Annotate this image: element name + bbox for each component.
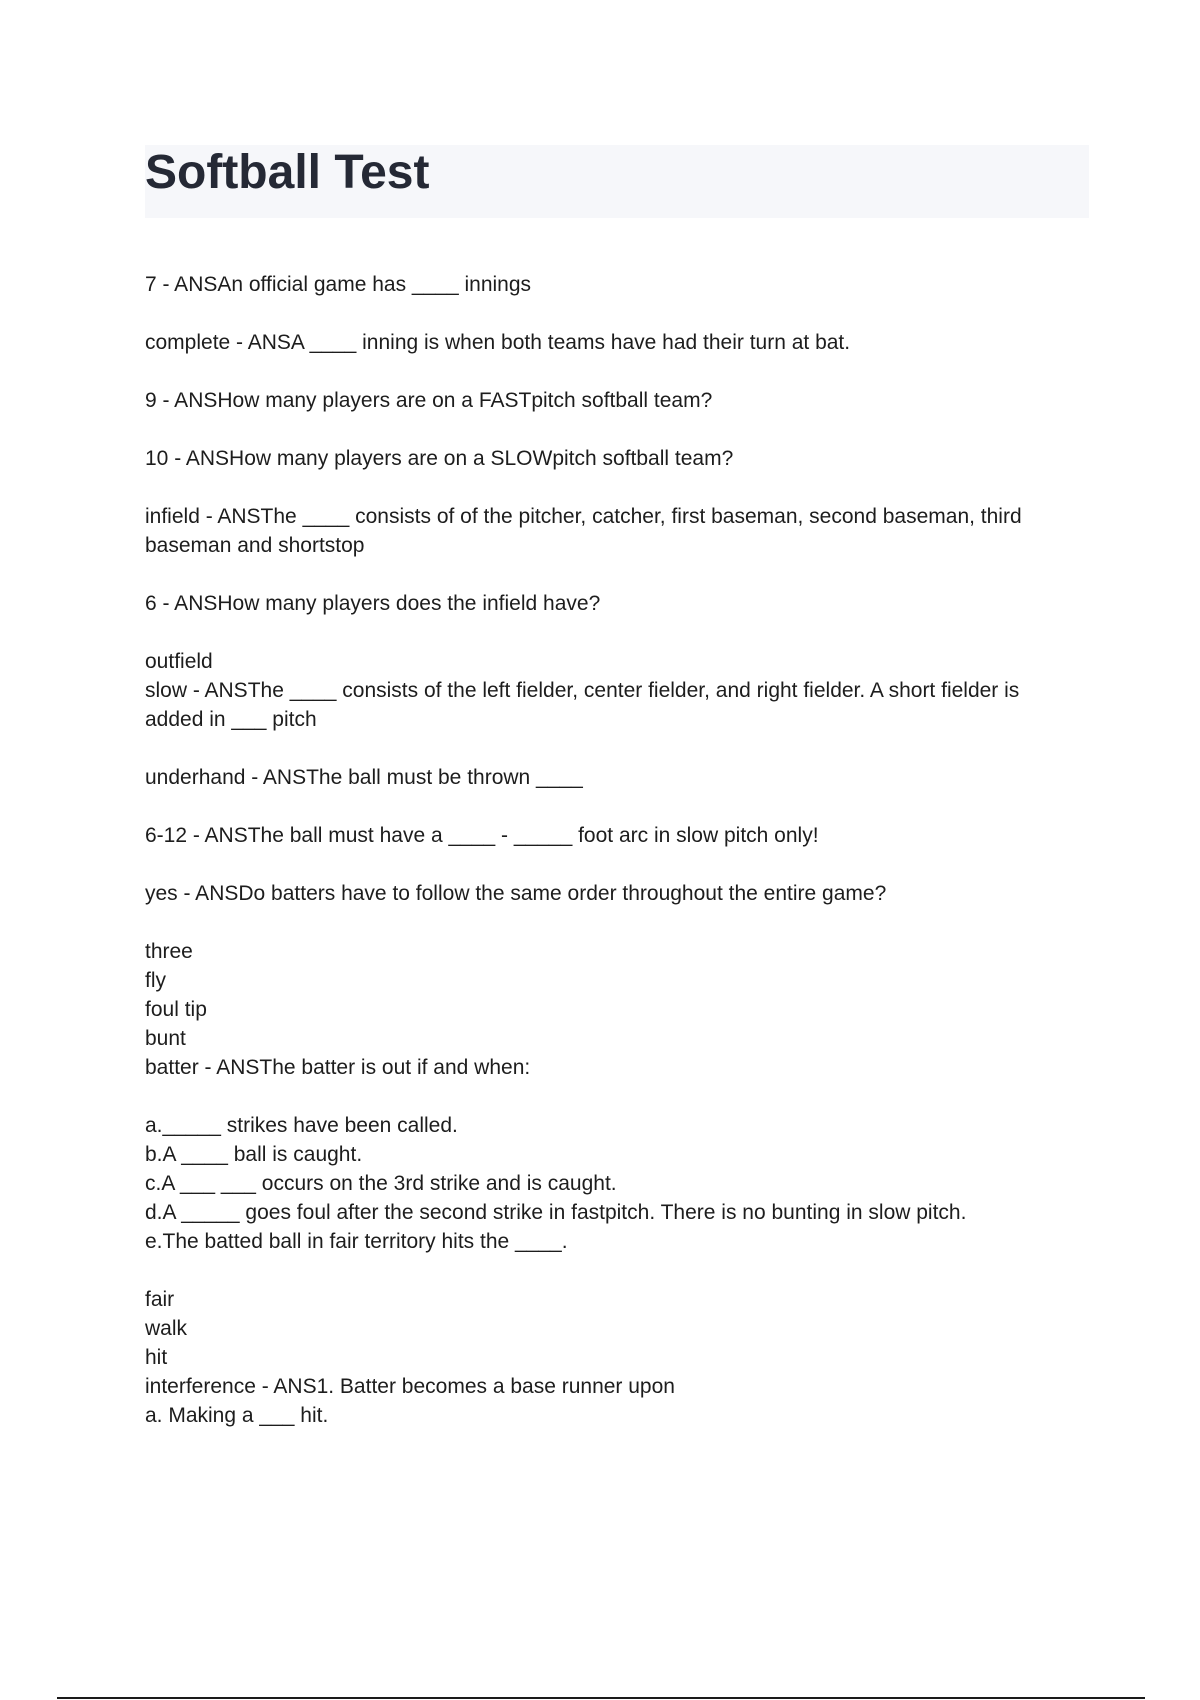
text-line: walk [145,1317,188,1340]
qa-paragraph [145,589,1085,618]
qa-paragraph [145,937,1085,1082]
text-line: infield - ANSThe ____ consists of of the pitcher, catcher, first baseman, second baseman, third [145,505,1022,528]
qa-paragraph [145,502,1085,560]
text-line: baseman and shortstop [145,534,365,557]
text-line: outfield [145,650,213,673]
text-line: a. Making a ___ hit. [145,1404,329,1427]
title-bar [145,145,1089,218]
text-line: 10 - ANSHow many players are on a SLOWpitch softball team? [145,447,734,470]
qa-paragraph [145,328,1085,357]
text-line: 6 - ANSHow many players does the infield have? [145,592,601,615]
text-line: underhand - ANSThe ball must be thrown ____ [145,766,583,789]
qa-paragraph [145,821,1085,850]
qa-paragraph [145,444,1085,473]
qa-paragraph [145,386,1085,415]
footer-divider [57,1697,1145,1699]
text-line: 6-12 - ANSThe ball must have a ____ - _____ foot arc in slow pitch only! [145,824,819,847]
qa-paragraph [145,647,1085,734]
text-line: fly [145,969,166,992]
text-line: c.A ___ ___ occurs on the 3rd strike and is caught. [145,1172,617,1195]
text-line: slow - ANSThe ____ consists of the left fielder, center fielder, and right fielder. A short fielder is [145,679,1020,702]
text-line: 7 - ANSAn official game has ____ innings [145,273,532,296]
text-line: a._____ strikes have been called. [145,1114,458,1137]
qa-paragraph [145,270,1085,299]
text-line: fair [145,1288,175,1311]
qa-paragraph [145,1285,1085,1430]
text-line: foul tip [145,998,207,1021]
text-line: 9 - ANSHow many players are on a FASTpitch softball team? [145,389,713,412]
qa-paragraph [145,879,1085,908]
text-line: batter - ANSThe batter is out if and when: [145,1056,531,1079]
text-line: b.A ____ ball is caught. [145,1143,363,1166]
text-line: hit [145,1346,168,1369]
text-line: yes - ANSDo batters have to follow the same order throughout the entire game? [145,882,887,905]
page-title: Softball Test [145,146,430,199]
text-line: e.The batted ball in fair territory hits the ____. [145,1230,568,1253]
text-line: complete - ANSA ____ inning is when both teams have had their turn at bat. [145,331,851,354]
text-line: three [145,940,193,963]
qa-paragraph [145,763,1085,792]
document-body [145,270,1085,1459]
qa-paragraph [145,1111,1085,1256]
text-line: bunt [145,1027,186,1050]
text-line: d.A _____ goes foul after the second strike in fastpitch. There is no bunting in slow pitch. [145,1201,967,1224]
text-line: added in ___ pitch [145,708,317,731]
text-line: interference - ANS1. Batter becomes a base runner upon [145,1375,675,1398]
